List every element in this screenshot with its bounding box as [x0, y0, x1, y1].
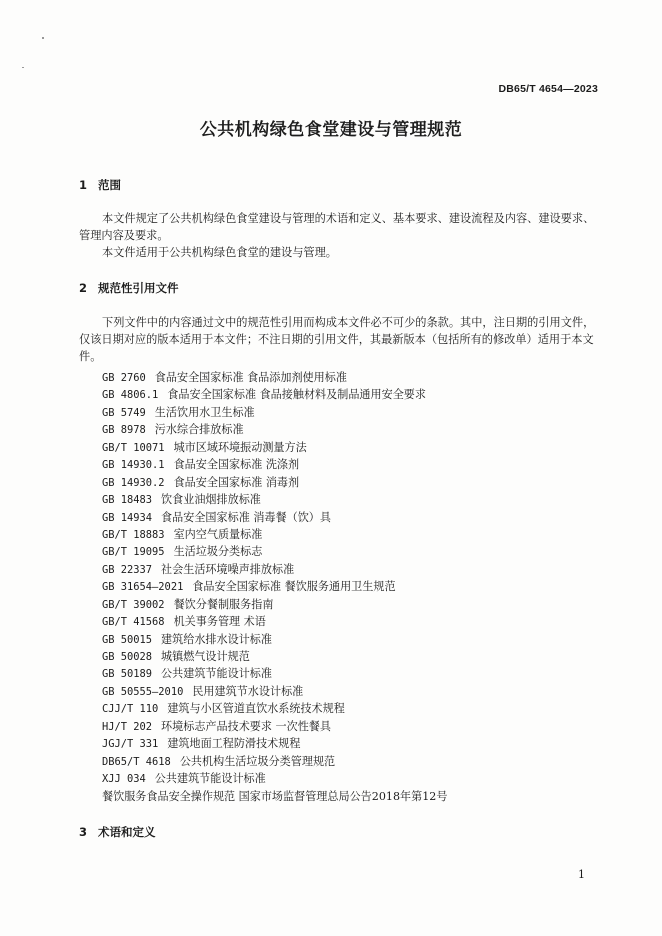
reference-item: GB 18483 饮食业油烟排放标准 — [102, 493, 261, 507]
reference-item: GB 8978 污水综合排放标准 — [102, 423, 244, 437]
scope-paragraph-2: 本文件适用于公共机构绿色食堂的建设与管理。 — [102, 246, 337, 259]
document-title: 公共机构绿色食堂建设与管理规范 — [199, 120, 463, 140]
reference-list — [102, 369, 447, 805]
reference-item: GB/T 10071 城市区域环境振动测量方法 — [102, 440, 307, 454]
reference-item: GB 5749 生活饮用水卫生标准 — [102, 405, 255, 419]
reference-item: GB 14930.1 食品安全国家标准 洗涤剂 — [102, 458, 300, 472]
scan-speck — [42, 37, 44, 39]
reference-item: GB 50555—2010 民用建筑节水设计标准 — [102, 684, 304, 698]
reference-item: GB 14930.2 食品安全国家标准 消毒剂 — [102, 475, 300, 489]
reference-item: GB 22337 社会生活环境噪声排放标准 — [102, 562, 295, 576]
reference-item: GB 50028 城镇燃气设计规范 — [102, 650, 250, 663]
scan-speck — [22, 67, 24, 68]
section-heading-scope: 1 范围 — [79, 178, 121, 192]
reference-item: GB/T 19095 生活垃圾分类标志 — [102, 545, 263, 559]
reference-item: GB 31654—2021 食品安全国家标准 餐饮服务通用卫生规范 — [102, 580, 396, 594]
reference-item: XJJ 034 公共建筑节能设计标准 — [102, 772, 266, 786]
reference-item: GB/T 18883 室内空气质量标准 — [102, 527, 263, 541]
reference-item: HJ/T 202 环境标志产品技术要求 一次性餐具 — [102, 719, 331, 733]
reference-item: 餐饮服务食品安全操作规范 国家市场监督管理总局公告2018年第12号 — [102, 789, 448, 803]
reference-item: GB 14934 食品安全国家标准 消毒餐（饮）具 — [102, 510, 331, 524]
normative-references-intro: 下列文件中的内容通过文中的规范性引用而构成本文件必不可少的条款。其中，注日期的引用文件，仅该日期对应的版本适用于本文件；不注日期的引用文件，其最新版本（包括所有的修改单）适用于本文件。 — [79, 316, 595, 363]
reference-item: CJJ/T 110 建筑与小区管道直饮水系统技术规程 — [102, 702, 345, 716]
reference-item: DB65/T 4618 公共机构生活垃圾分类管理规范 — [102, 754, 336, 768]
reference-item: GB 50015 建筑给水排水设计标准 — [102, 632, 272, 646]
reference-item: JGJ/T 331 建筑地面工程防滑技术规程 — [102, 737, 301, 751]
reference-item: GB/T 41568 机关事务管理 术语 — [102, 615, 266, 629]
section-heading-terms: 3 术语和定义 — [79, 825, 156, 839]
standard-number: DB65/T 4654—2023 — [498, 83, 598, 95]
page-number: 1 — [578, 868, 585, 881]
reference-item: GB 50189 公共建筑节能设计标准 — [102, 667, 272, 681]
reference-item: GB/T 39002 餐饮分餐制服务指南 — [102, 597, 274, 611]
scope-paragraph-1: 本文件规定了公共机构绿色食堂建设与管理的术语和定义、基本要求、建设流程及内容、建设要求、管理内容及要求。 — [79, 212, 595, 242]
section-heading-normative-references: 2 规范性引用文件 — [79, 281, 179, 295]
reference-item: GB 2760 食品安全国家标准 食品添加剂使用标准 — [102, 371, 347, 384]
reference-item: GB 4806.1 食品安全国家标准 食品接触材料及制品通用安全要求 — [102, 388, 426, 402]
